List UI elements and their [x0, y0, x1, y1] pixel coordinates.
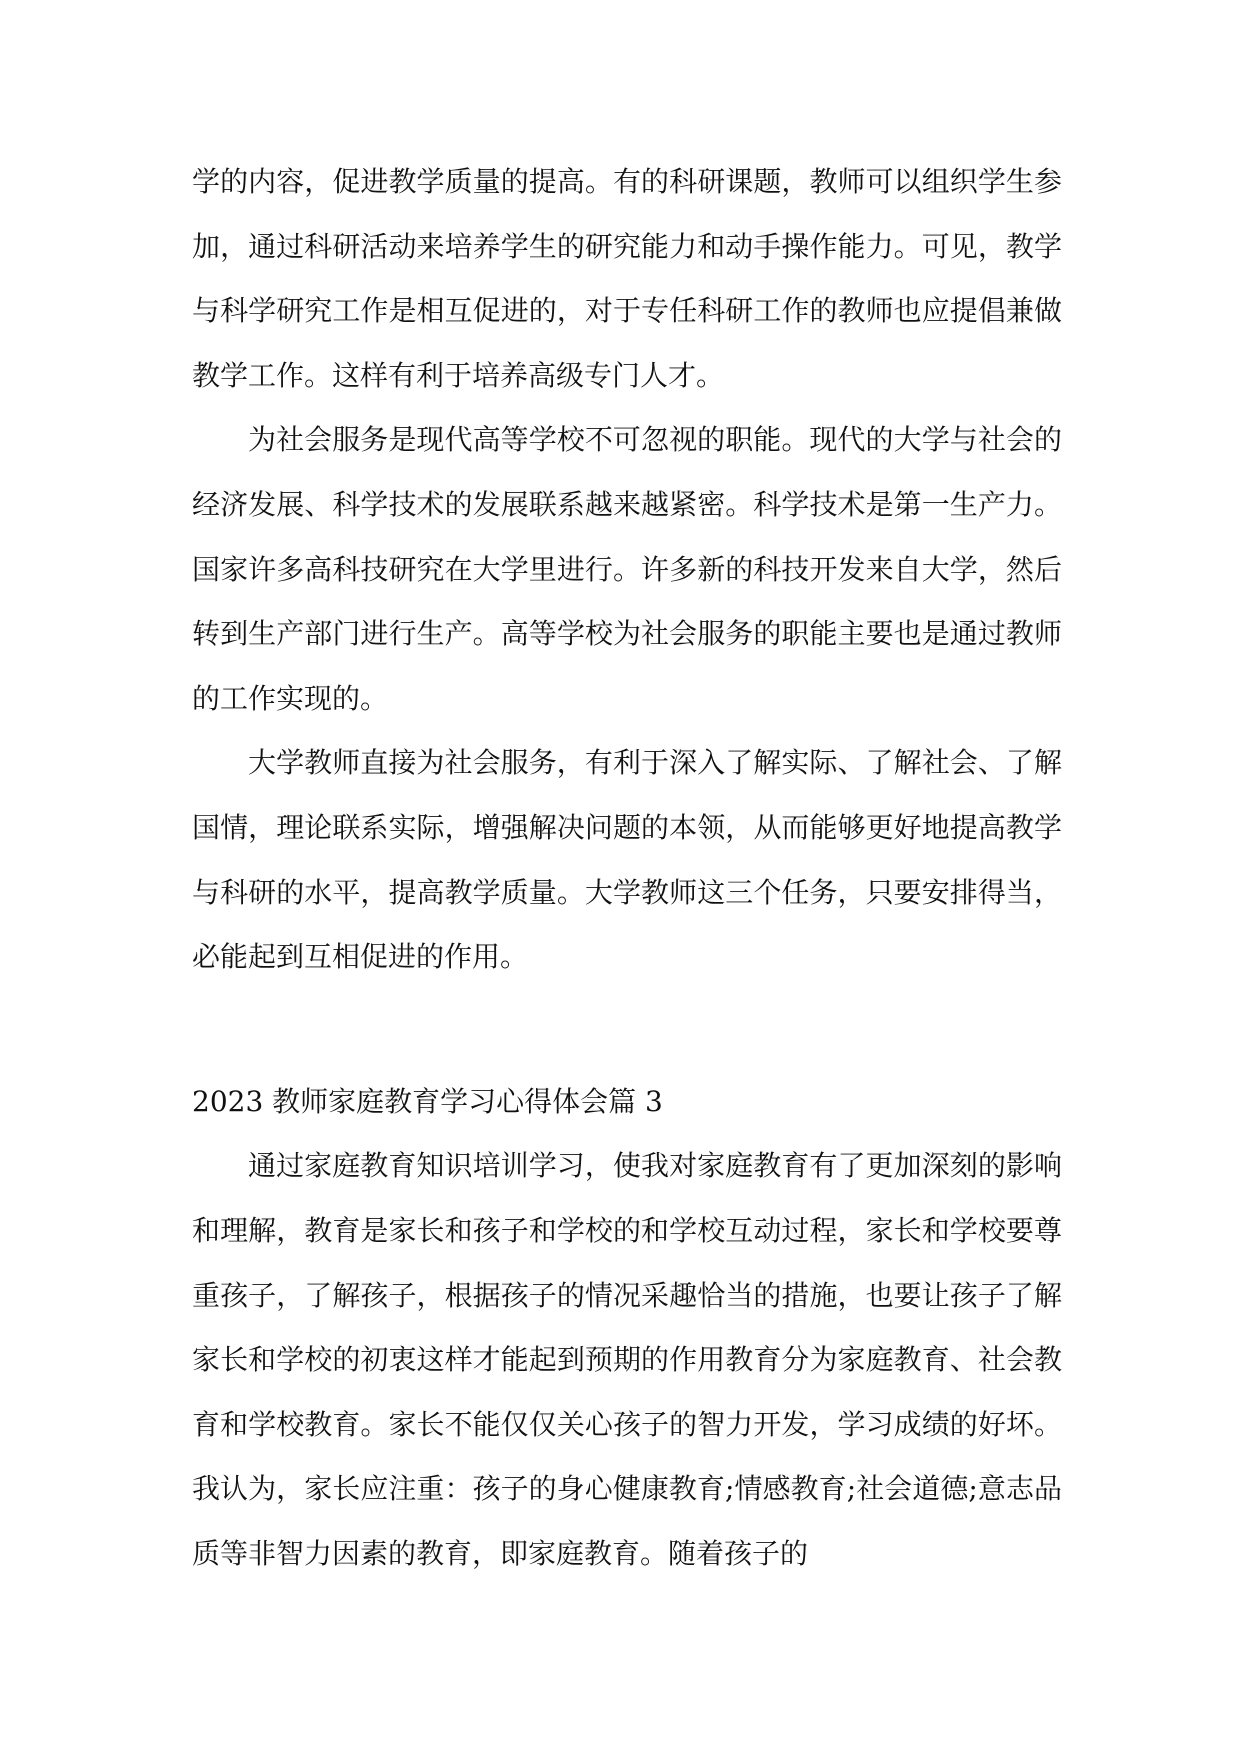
paragraph-teacher-service: 大学教师直接为社会服务，有利于深入了解实际、了解社会、了解国情，理论联系实际，增强解决问题的本领，从而能够更好地提高教学与科研的水平，提高教学质量。大学教师这三个任务，只要安排得当，必能起到互相促进的作用。: [192, 746, 1062, 974]
paragraph-family-education: 通过家庭教育知识培训学习，使我对家庭教育有了更加深刻的影响和理解，教育是家长和孩子和学校的和学校互动过程，家长和学校要尊重孩子，了解孩子，根据孩子的情况采趣恰当的措施，也要让孩子了解家长和学校的初衷这样才能起到预期的作用教育分为家庭教育、社会教育和学校教育。家长不能仅仅关心孩子的智力开发，学习成绩的好坏。我认为，家长应注重：孩子的身心健康教育;情感教育;社会道德;意志品质等非智力因素的教育，即家庭教育。随着孩子的: [192, 1149, 1062, 1570]
document-body: [192, 150, 1062, 1586]
paragraph-social-service: 为社会服务是现代高等学校不可忽视的职能。现代的大学与社会的经济发展、科学技术的发展联系越来越紧密。科学技术是第一生产力。国家许多高科技研究在大学里进行。许多新的科技开发来自大学，然后转到生产部门进行生产。高等学校为社会服务的职能主要也是通过教师的工作实现的。: [192, 423, 1062, 715]
section-heading: 2023 教师家庭教育学习心得体会篇 3: [192, 1084, 663, 1118]
paragraph-continued: 学的内容，促进教学质量的提高。有的科研课题，教师可以组织学生参加，通过科研活动来培养学生的研究能力和动手操作能力。可见，教学与科学研究工作是相互促进的，对于专任科研工作的教师也应提倡兼做教学工作。这样有利于培养高级专门人才。: [192, 165, 1062, 392]
